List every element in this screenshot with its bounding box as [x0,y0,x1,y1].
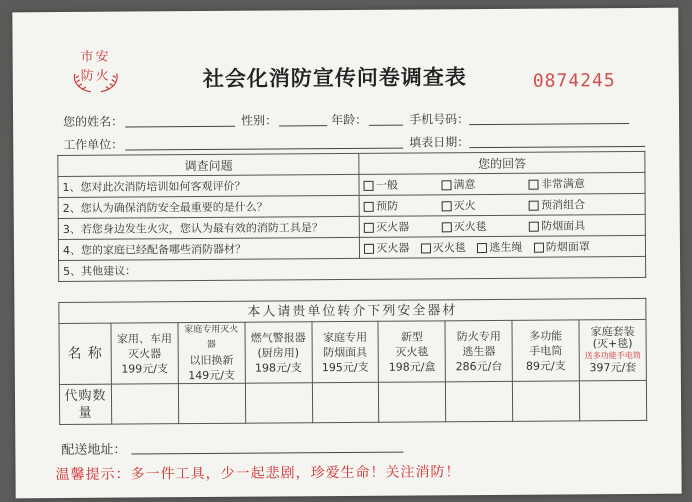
question-text: 3、若您身边发生火灾，您认为最有效的消防工具是？ [58,216,360,239]
name-field[interactable] [125,126,235,128]
option-checkbox[interactable]: 灭火器 [364,218,426,234]
product-cell: 家庭套装 (灭+毯) 送多功能手电筒 397元/套 [579,319,646,380]
option-checkbox[interactable]: 预防 [364,197,426,213]
quantity-input[interactable] [379,382,446,422]
product-cell: 新型 灭火毯 198元/盒 [378,321,445,382]
quantity-row [59,380,646,424]
option-checkbox[interactable]: 一般 [364,176,426,192]
phone-label: 手机号码： [409,112,470,127]
product-cell: 家庭专用灭火器 以旧换新 149元/支 [178,322,245,383]
option-checkbox[interactable]: 防烟面罩 [534,238,590,254]
other-suggestions[interactable]: 5、其他建议： [59,256,646,281]
product-cell: 家用、车用 灭火器 199元/支 [111,323,178,384]
serial-number: 0874245 [532,70,616,92]
option-checkbox[interactable]: 防烟面具 [529,217,585,233]
answer-options [360,193,646,216]
product-table [58,298,647,425]
fire-safety-seal [65,46,127,84]
quantity-input[interactable] [178,383,245,423]
address-label: 配送地址： [61,442,127,458]
quantity-input[interactable] [579,380,646,420]
option-checkbox[interactable]: 逃生绳 [477,239,522,255]
survey-form-paper [12,8,681,499]
option-checkbox[interactable]: 灭火 [442,197,514,214]
option-checkbox[interactable]: 预消组合 [529,196,585,212]
answer-options [360,214,646,237]
safety-tip: 温馨提示：多一件工具，少一起悲剧，珍爱生命！关注消防！ [55,464,461,484]
question-text: 1、您对此次消防培训如何客观评价？ [58,174,360,197]
quantity-input[interactable] [446,381,513,421]
product-cell: 家庭专用 防烟面具 195元/支 [312,321,379,382]
survey-table [57,151,646,282]
quantity-input[interactable] [312,382,379,422]
product-cell: 多功能 手电筒 89元/支 [512,320,579,381]
phone-field[interactable] [469,123,629,125]
option-checkbox[interactable]: 灭火毯 [442,218,514,235]
date-field[interactable] [469,146,645,148]
answer-header: 您的回答 [359,151,645,174]
answer-options [360,235,646,258]
gift-note: 送多功能手电筒 [584,350,641,361]
work-label: 工作单位： [63,137,124,152]
quantity-input[interactable] [513,381,580,421]
product-cell: 燃气警报器 (厨房用) 198元/支 [245,322,312,383]
product-caption: 本人请贵单位转介下列安全器材 [59,298,646,323]
question-text: 2、您认为确保消防安全最重要的是什么？ [58,195,360,218]
gender-field[interactable] [279,125,327,126]
question-text: 4、您的家庭已经配备哪些消防器材？ [58,237,360,260]
address-field[interactable] [131,452,403,455]
gender-label: 性别： [241,113,278,128]
name-column-label: 名 称 [59,323,111,384]
product-cell: 防火专用 逃生器 286元/台 [445,320,512,381]
option-checkbox[interactable]: 满意 [441,176,513,193]
quantity-label: 代购数量 [59,384,111,424]
form-title: 社会化消防宣传问卷调查表 [202,65,467,92]
quantity-input[interactable] [245,383,312,423]
question-header: 调查问题 [58,153,360,176]
work-field[interactable] [125,148,403,151]
quantity-input[interactable] [111,384,178,424]
table-row [59,256,646,281]
date-label: 填表日期： [409,135,470,150]
wreath-icon [71,72,121,94]
name-label: 您的姓名： [63,114,124,129]
seal-line-1: 市安 [80,49,111,65]
age-field[interactable] [369,125,403,126]
seal-line-2: 防火 [80,68,111,84]
option-checkbox[interactable]: 非常满意 [529,175,585,191]
age-label: 年龄： [331,112,368,128]
option-checkbox[interactable]: 灭火器 [364,240,409,256]
answer-options [359,172,645,195]
product-name-row [59,319,646,384]
option-checkbox[interactable]: 灭火毯 [421,239,466,255]
